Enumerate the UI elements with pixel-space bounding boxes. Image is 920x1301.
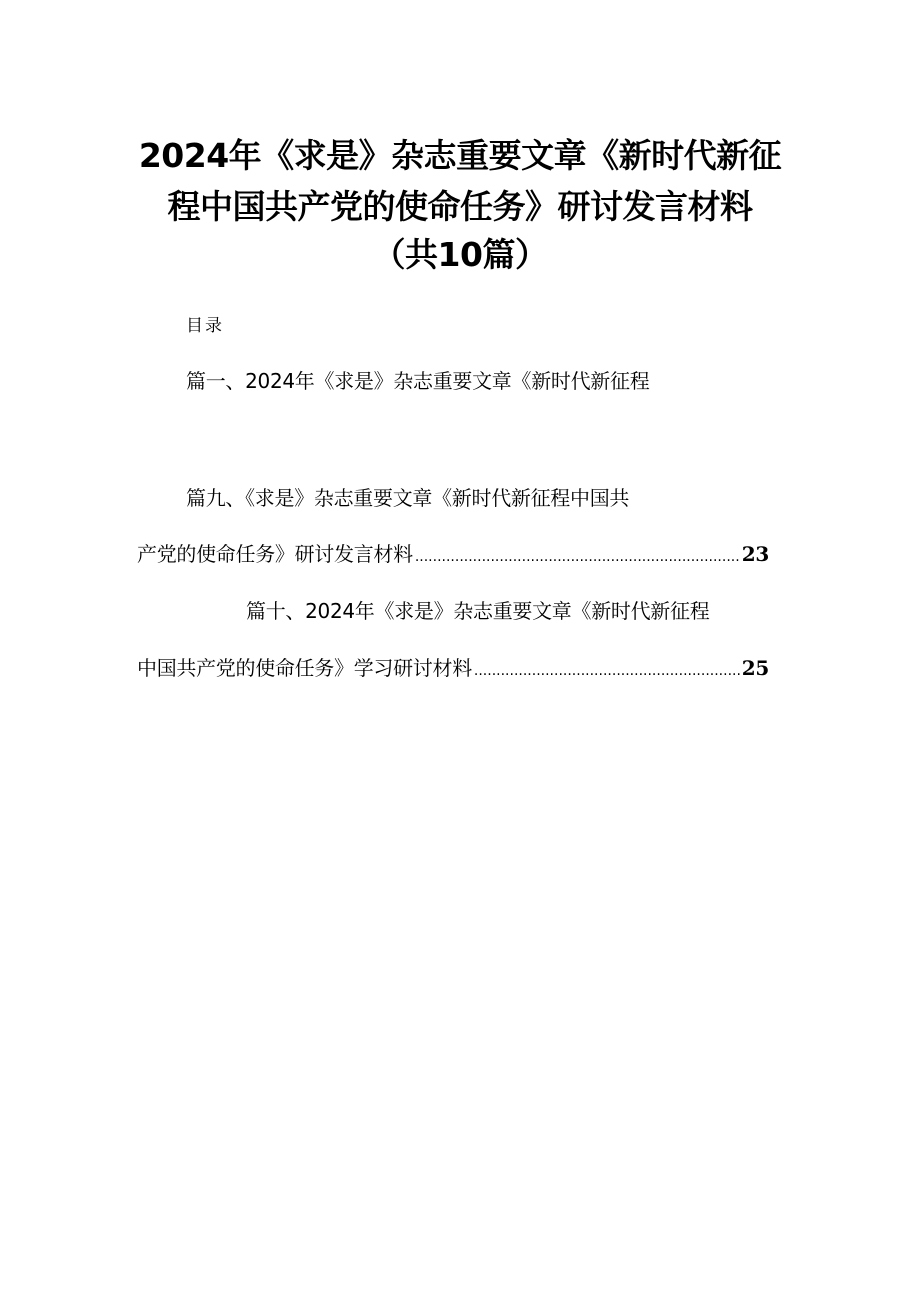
document-title-line-3: （共10篇）	[372, 235, 548, 274]
document-title-line-1: 2024年《求是》杂志重要文章《新时代新征	[138, 136, 782, 175]
toc-entry-10-line-2[interactable]	[137, 654, 769, 685]
toc-entry-10-text: 中国共产党的使命任务》学习研讨材料	[137, 656, 472, 680]
toc-leader-dots	[415, 543, 740, 571]
toc-entry-9-line-2[interactable]	[137, 540, 769, 571]
toc-entry-9-line-1[interactable]: 篇九、《求是》杂志重要文章《新时代新征程中国共	[186, 486, 630, 510]
toc-heading: 目录	[186, 316, 224, 336]
toc-entry-10-line-1[interactable]: 篇十、2024年《求是》杂志重要文章《新时代新征程	[246, 599, 710, 623]
document-title-line-2: 程中国共产党的使命任务》研讨发言材料	[167, 187, 753, 226]
toc-entry-1-line-1[interactable]: 篇一、2024年《求是》杂志重要文章《新时代新征程	[186, 369, 650, 393]
toc-entry-9-page-number: 23	[741, 542, 769, 566]
toc-leader-dots	[474, 657, 740, 685]
toc-entry-10-page-number: 25	[741, 656, 769, 680]
toc-entry-9-text: 产党的使命任务》研讨发言材料	[137, 542, 413, 566]
